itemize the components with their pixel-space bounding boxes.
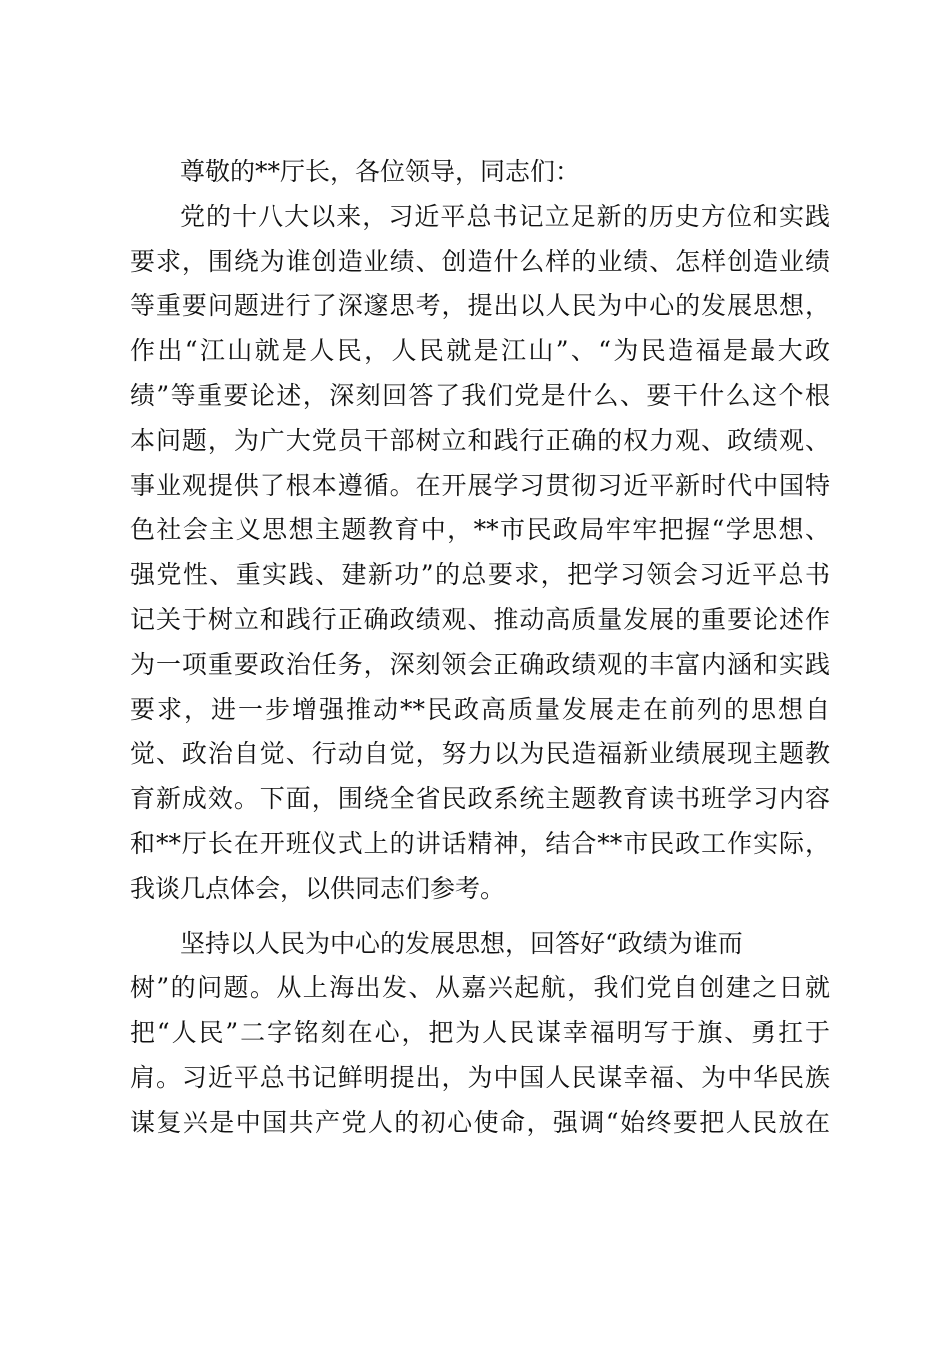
document-body — [130, 150, 830, 1146]
text-line: 谋复兴是中国共产党人的初心使命，强调“始终要把人民放在 — [130, 1107, 830, 1137]
text-line: 记关于树立和践行正确政绩观、推动高质量发展的重要论述作 — [130, 604, 830, 634]
text-line: 作出“江山就是人民，人民就是江山”、“为民造福是最大政 — [130, 336, 830, 366]
text-line: 党的十八大以来，习近平总书记立足新的历史方位和实践 — [180, 201, 830, 231]
text-line: 强党性、重实践、建新功”的总要求，把学习领会习近平总书 — [130, 560, 830, 590]
text-line: 本问题，为广大党员干部树立和践行正确的权力观、政绩观、 — [130, 425, 830, 455]
paragraph-spacer — [130, 912, 830, 922]
text-line: 觉、政治自觉、行动自觉，努力以为民造福新业绩展现主题教 — [130, 739, 830, 769]
text-line: 事业观提供了根本遵循。在开展学习贯彻习近平新时代中国特 — [130, 470, 830, 500]
text-line: 要求，围绕为谁创造业绩、创造什么样的业绩、怎样创造业绩 — [130, 246, 830, 276]
paragraph-2 — [130, 922, 830, 1146]
text-line: 树”的问题。从上海出发、从嘉兴起航，我们党自创建之日就 — [130, 973, 830, 1003]
text-line: 肩。习近平总书记鲜明提出，为中国人民谋幸福、为中华民族 — [130, 1062, 830, 1092]
text-line: 和**厅长在开班仪式上的讲话精神，结合**市民政工作实际， — [130, 828, 830, 858]
text-line: 要求，进一步增强推动**民政高质量发展走在前列的思想自 — [130, 694, 830, 724]
salutation-line: 尊敬的**厅长，各位领导，同志们： — [180, 157, 581, 186]
text-line: 等重要问题进行了深邃思考，提出以人民为中心的发展思想， — [130, 291, 830, 321]
text-line: 绩”等重要论述，深刻回答了我们党是什么、要干什么这个根 — [130, 380, 830, 410]
paragraph-1 — [130, 195, 830, 912]
text-line: 色社会主义思想主题教育中，**市民政局牢牢把握“学思想、 — [130, 515, 830, 545]
heading-line: 坚持以人民为中心的发展思想，回答好“政绩为谁而 — [180, 928, 743, 958]
text-line: 我谈几点体会，以供同志们参考。 — [130, 873, 506, 903]
text-line: 把“人民”二字铭刻在心，把为人民谋幸福明写于旗、勇扛于 — [130, 1018, 830, 1048]
text-line: 为一项重要政治任务，深刻领会正确政绩观的丰富内涵和实践 — [130, 649, 830, 679]
text-line: 育新成效。下面，围绕全省民政系统主题教育读书班学习内容 — [130, 784, 830, 814]
